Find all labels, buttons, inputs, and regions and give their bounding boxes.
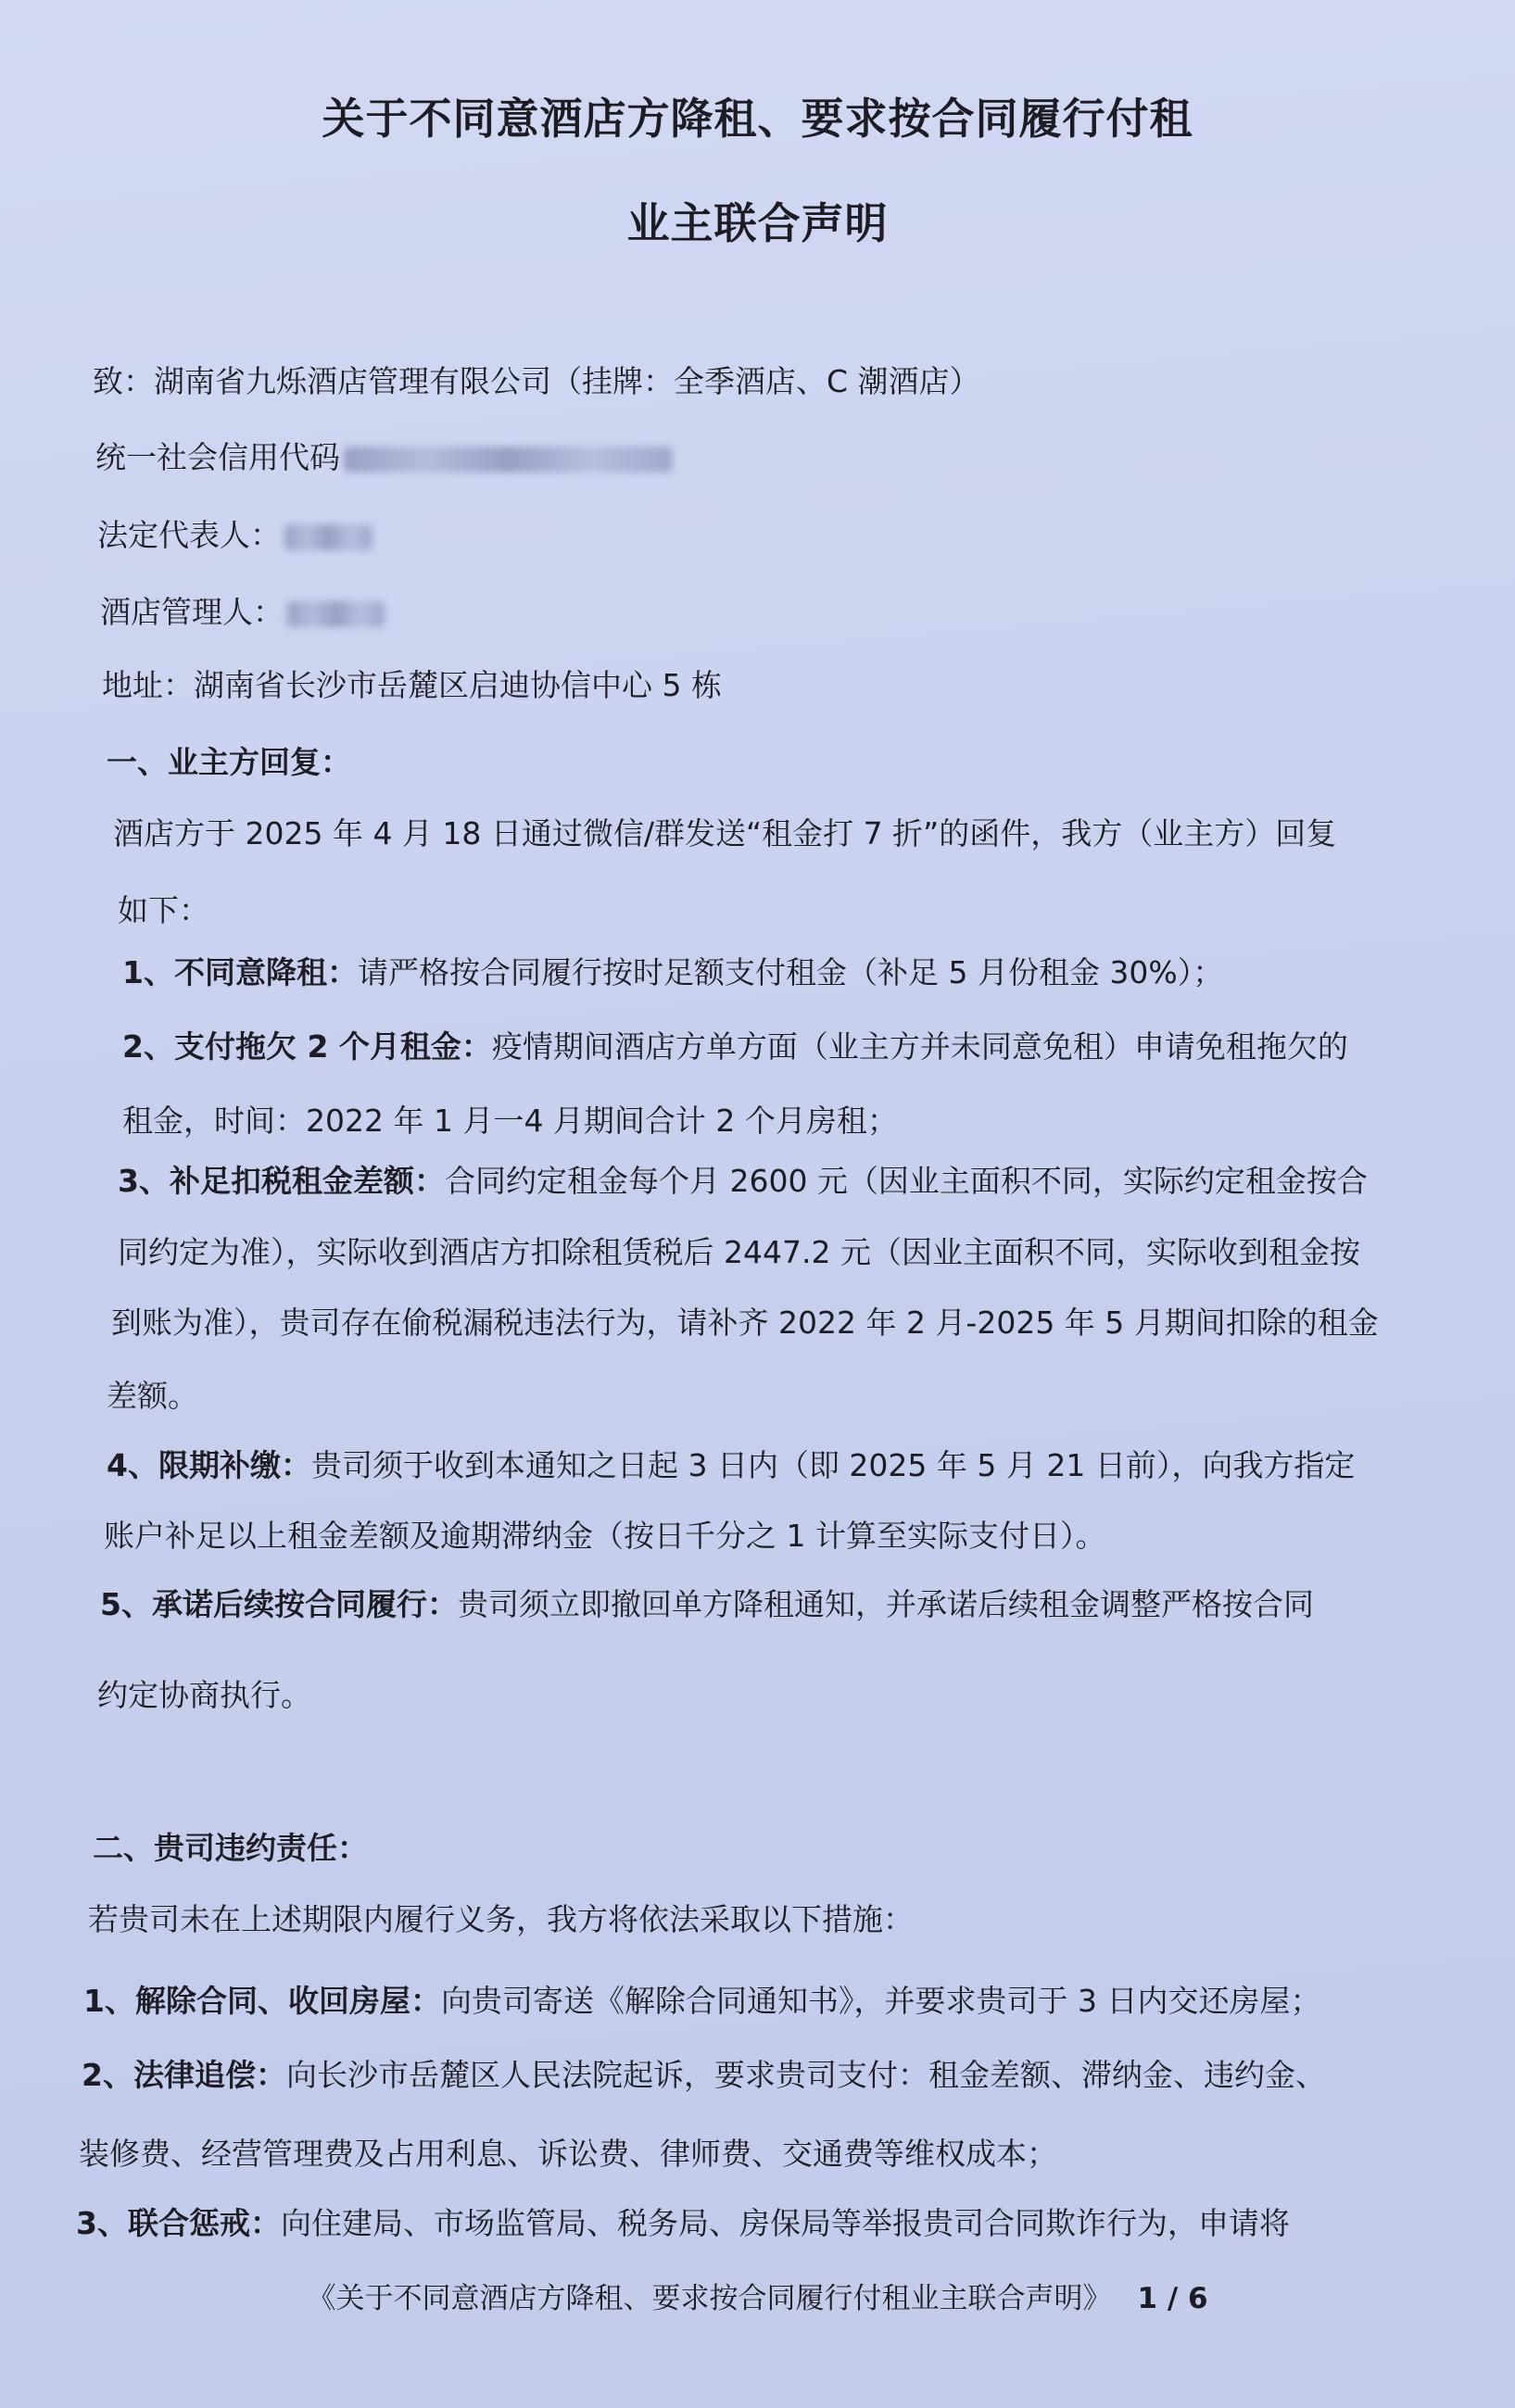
s2-item2 <box>82 2057 1326 2094</box>
page-footer <box>0 2275 1515 2316</box>
legal-rep-line <box>97 517 372 554</box>
page-number: 1 / 6 <box>1137 2282 1208 2315</box>
redacted-credit-code <box>344 447 673 473</box>
s1-item2-cont: 租金，时间：2022 年 1 月一4 月期间合计 2 个月房租； <box>122 1103 898 1139</box>
s1-item3-cont2: 到账为准），贵司存在偷税漏税违法行为，请补齐 2022 年 2 月-2025 年 5 月期间扣除的租金 <box>111 1305 1379 1341</box>
s1-item3-head: 3、补足扣税租金差额： <box>118 1163 445 1199</box>
s1-item5-head: 5、承诺后续按合同履行： <box>100 1586 458 1622</box>
s1-item5-cont: 约定协商执行。 <box>97 1677 311 1713</box>
document-title-line2: 业主联合声明 <box>626 198 889 248</box>
footer-doc-title: 《关于不同意酒店方降租、要求按合同履行付租业主联合声明》 <box>307 2282 1112 2315</box>
credit-code-line <box>95 439 673 476</box>
section1-heading: 一、业主方回复： <box>107 744 351 780</box>
manager-line <box>100 594 385 631</box>
s2-item2-head: 2、法律追偿： <box>82 2057 286 2093</box>
s1-item3-cont1: 同约定为准），实际收到酒店方扣除租赁税后 2447.2 元（因业主面积不同，实际收到租金按 <box>118 1234 1360 1270</box>
s2-item1 <box>83 1983 1320 2020</box>
s2-item2-text: 向长沙市岳麓区人民法院起诉，要求贵司支付：租金差额、滞纳金、违约金、 <box>285 2057 1326 2093</box>
s1-item4 <box>107 1447 1355 1484</box>
s1-item5 <box>100 1586 1314 1623</box>
redacted-legal-rep <box>284 524 372 550</box>
legal-rep-label: 法定代表人： <box>97 517 281 553</box>
section2-heading: 二、贵司违约责任： <box>93 1830 368 1866</box>
s1-item3-cont3: 差额。 <box>107 1378 198 1414</box>
recipient-line: 致：湖南省九烁酒店管理有限公司（挂牌：全季酒店、C 潮酒店） <box>93 363 980 399</box>
manager-label: 酒店管理人： <box>100 594 284 630</box>
credit-code-label: 统一社会信用代码 <box>95 439 340 475</box>
s1-item2 <box>122 1028 1348 1065</box>
s1-item1-head: 1、不同意降租： <box>122 954 358 990</box>
s1-item4-text: 贵司须于收到本通知之日起 3 日内（即 2025 年 5 月 21 日前），向我方指定 <box>310 1447 1356 1483</box>
address-line: 地址：湖南省长沙市岳麓区启迪协信中心 5 栋 <box>102 667 722 703</box>
s1-item2-text: 疫情期间酒店方单方面（业主方并未同意免租）申请免租拖欠的 <box>491 1028 1348 1065</box>
s1-item4-head: 4、限期补缴： <box>107 1447 311 1483</box>
s2-item3 <box>76 2205 1290 2242</box>
section1-intro-cont: 如下： <box>118 892 209 928</box>
redacted-manager <box>287 601 385 627</box>
document-title-line1: 关于不同意酒店方降租、要求按合同履行付租 <box>322 94 1193 144</box>
s1-item1 <box>122 954 1223 991</box>
s2-item3-head: 3、联合惩戒： <box>76 2205 281 2241</box>
s1-item5-text: 贵司须立即撤回单方降租通知，并承诺后续租金调整严格按合同 <box>457 1586 1314 1622</box>
s1-item1-text: 请严格按合同履行按时足额支付租金（补足 5 月份租金 30%）； <box>357 954 1224 990</box>
s2-item1-head: 1、解除合同、收回房屋： <box>83 1983 441 2019</box>
s1-item3-text: 合同约定租金每个月 2600 元（因业主面积不同，实际约定租金按合 <box>444 1163 1368 1199</box>
s1-item2-head: 2、支付拖欠 2 个月租金： <box>122 1028 492 1065</box>
s2-item3-text: 向住建局、市场监管局、税务局、房保局等举报贵司合同欺诈行为，申请将 <box>280 2205 1290 2241</box>
s1-item3 <box>118 1163 1368 1200</box>
section2-intro: 若贵司未在上述期限内履行义务，我方将依法采取以下措施： <box>88 1901 914 1937</box>
section1-intro: 酒店方于 2025 年 4 月 18 日通过微信/群发送“租金打 7 折”的函件，我方（业主方）回复 <box>113 815 1337 851</box>
s2-item2-cont: 装修费、经营管理费及占用利息、诉讼费、律师费、交通费等维权成本； <box>79 2136 1057 2172</box>
s1-item4-cont: 账户补足以上租金差额及逾期滞纳金（按日千分之 1 计算至实际支付日）。 <box>104 1518 1106 1554</box>
s2-item1-text: 向贵司寄送《解除合同通知书》，并要求贵司于 3 日内交还房屋； <box>440 1983 1321 2019</box>
